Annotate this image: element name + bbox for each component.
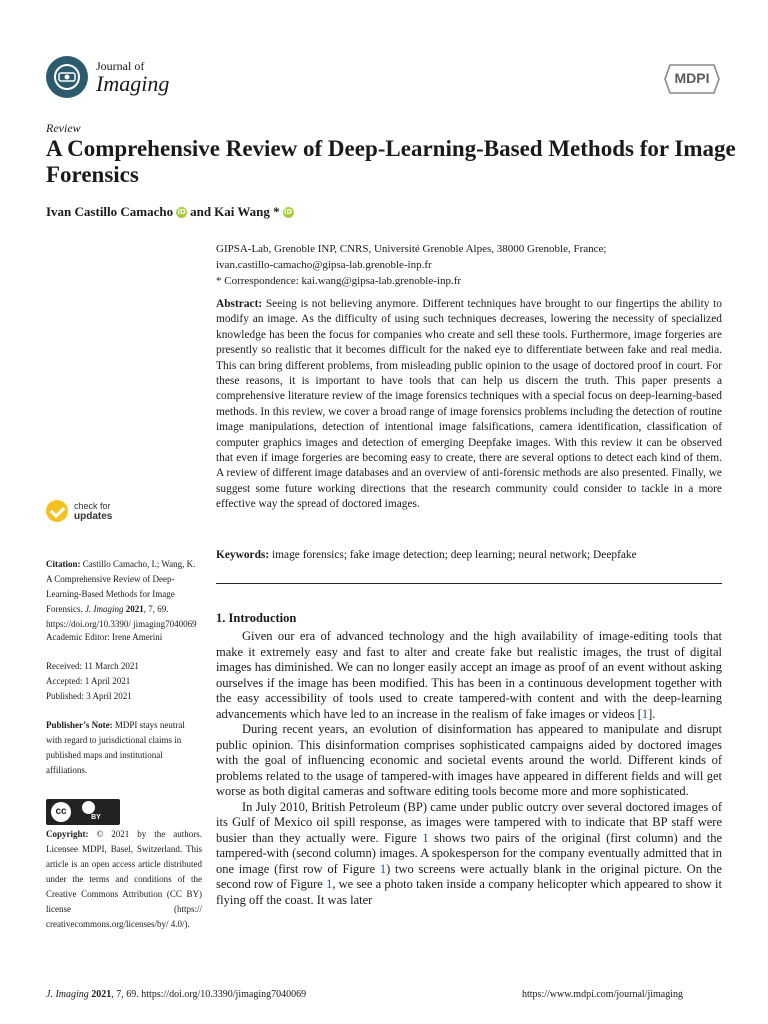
copyright-text: © 2021 by the authors. Licensee MDPI, Basel, Switzerland. This article is an open access article distributed under the terms and conditions of the Creative Commons Attribution (CC BY) license (https:// creativecommons.org/licenses/by/ 4.0/).	[46, 829, 202, 929]
correspondence-line: * Correspondence: kai.wang@gipsa-lab.grenoble-inp.fr	[216, 275, 462, 287]
author-conjunction: and	[190, 204, 212, 219]
keywords-text: image forensics; fake image detection; deep learning; neural network; Deepfake	[272, 549, 637, 561]
abstract	[216, 297, 722, 513]
citation-journal: J. Imaging	[85, 604, 124, 614]
check-for-updates-label	[74, 501, 112, 522]
footer-journal-url[interactable]: https://www.mdpi.com/journal/jimaging	[522, 989, 684, 1000]
paragraph-text: ].	[648, 706, 656, 721]
author-email[interactable]: ivan.castillo-camacho@gipsa-lab.grenoble-inp.fr	[216, 259, 432, 271]
citation-year: 2021	[125, 604, 144, 614]
journal-name-block	[96, 60, 169, 95]
footer-citation	[46, 989, 306, 1000]
figure-link[interactable]: 1	[422, 830, 429, 845]
dates-block	[46, 659, 202, 704]
mdpi-logo-text: MDPI	[674, 70, 710, 86]
copyright-label: Copyright:	[46, 829, 89, 839]
journal-logo-glyph	[46, 56, 88, 98]
section-heading: 1. Introduction	[216, 611, 297, 625]
cc-symbol-icon: cc	[51, 802, 71, 822]
paragraph-text: shows two pairs of the original (first column) and the tampered-with (second column) images. A spokesperson for the company eventually admitted that in one image (first row of Figure	[216, 830, 722, 876]
academic-editor: Academic Editor: Irene Amerini	[46, 632, 163, 642]
footer-journal: J. Imaging	[46, 989, 89, 1000]
keywords	[216, 549, 722, 561]
journal-logo-icon	[46, 56, 88, 98]
received-date: Received: 11 March 2021	[46, 661, 139, 671]
journal-of-label: Journal of	[96, 59, 145, 73]
figure-link[interactable]: 1	[326, 877, 333, 891]
publisher-note-text: MDPI stays neutral with regard to jurisdictional claims in published maps and institutional affiliations.	[46, 720, 185, 775]
accepted-date: Accepted: 1 April 2021	[46, 676, 131, 686]
copyright-block	[46, 827, 202, 932]
paragraph-text: In July 2010, British Petroleum (BP) came under public outcry over several doctored images of its Gulf of Mexico oil spill response, as images were tampered with to indicate that BP staff were busier than they actually were. Figure	[216, 799, 722, 845]
paragraph-text: , we see a photo taken inside a company helicopter which appeared to show it flying off the coast. It was later	[216, 877, 722, 907]
paragraph	[216, 629, 722, 722]
article-type: Review	[46, 121, 81, 135]
body-text	[216, 629, 722, 908]
abstract-label: Abstract:	[216, 298, 263, 310]
figure-link[interactable]: 1	[379, 861, 387, 876]
article-title: A Comprehensive Review of Deep-Learning-Based Methods for Image Forensics	[46, 136, 736, 187]
mdpi-logo-icon	[664, 64, 720, 94]
author-name[interactable]: Ivan Castillo Camacho	[46, 204, 174, 219]
checkmark-icon	[46, 500, 68, 522]
journal-title: Imaging	[96, 71, 170, 96]
orcid-icon[interactable]: iD	[284, 207, 293, 216]
reference-link[interactable]: 1	[641, 706, 649, 721]
cc-by-text: BY	[91, 814, 101, 821]
citation-block	[46, 557, 202, 632]
citation-label: Citation:	[46, 559, 81, 569]
publisher-note	[46, 718, 202, 778]
person-icon	[82, 801, 95, 814]
paragraph: During recent years, an evolution of disinformation has appeared to manipulate and disrupt public opinion. This disinformation comprises sophisticated campaigns aided by doctored images with the goal of influencing economic and societal events around the world. Different kinds of problems related to the usage of tampered-with images have appeared in different fields and will get worse as both digital cameras and software editing tools become more and more sophisticated.	[216, 722, 722, 798]
paragraph-text: Given our era of advanced technology and the high availability of image-editing tools that make it extremely easy and fast to alter and create fake but realistic images, the trust of digital images has diminished. We can no longer easily accept an image as proof of an event without asking ourselves if the image has been modified. This has been in a continuous development together with the easy accessibility of tools used to create tampered-with content and with the deep-learning advancements which have led to an increase in the realism of fake images or videos [	[216, 629, 722, 721]
published-date: Published: 3 April 2021	[46, 691, 132, 701]
paragraph	[216, 800, 722, 909]
check-for-updates-button[interactable]	[46, 500, 112, 522]
check-for-text: check for	[74, 500, 111, 511]
orcid-icon[interactable]: iD	[177, 207, 186, 216]
footer-doi[interactable]: , 7, 69. https://doi.org/10.3390/jimaging7040069	[111, 989, 307, 1000]
author-list	[46, 204, 294, 220]
citation-text: Castillo Camacho, I.; Wang, K. A Comprehensive Review of Deep-Learning-Based Methods for Image Forensics.	[46, 559, 196, 614]
paragraph-text: ) two screens were actually blank in the original picture. On the second row of Figure	[216, 861, 722, 891]
author-name[interactable]: Kai Wang *	[214, 204, 280, 219]
publisher-note-label: Publisher’s Note:	[46, 720, 113, 730]
cc-by-license-icon[interactable]	[46, 799, 120, 825]
section-divider	[216, 583, 722, 584]
keywords-label: Keywords:	[216, 549, 270, 561]
footer-year: 2021	[91, 989, 112, 1000]
affiliation-line: GIPSA-Lab, Grenoble INP, CNRS, Université Grenoble Alpes, 38000 Grenoble, France;	[216, 243, 607, 255]
affiliation-block	[216, 241, 726, 289]
citation-doi[interactable]: , 7, 69. https://doi.org/10.3390/ jimaging7040069	[46, 604, 197, 629]
abstract-text: Seeing is not believing anymore. Different techniques have brought to our fingertips the ability to modify an image. As the difficulty of using such techniques decreases, lowering the necessity of specialized knowledge has been the focus for companies who create and sell these tools. Furthermore, image forgeries are presently so realistic that it becomes difficult for the naked eye to differentiate between fake and real media. This can bring different problems, from misleading public opinion to the usage of doctored proof in court. For these reasons, it is important to have tools that can help us discern the truth. This paper presents a comprehensive literature review of the image forensics techniques with a special focus on deep-learning-based methods. In this review, we cover a broad range of image forensics problems including the detection of routine image manipulations, detection of intentional image falsifications, camera identification, classification of computer graphics images and detection of emerging Deepfake images. With this review it can be observed that even if image forgeries are becoming easy to create, there are several options to detect each kind of them. A review of different image databases and an overview of anti-forensic methods are also presented. Finally, we suggest some future working directions that the research community could consider to tackle in a more effective way the spread of doctored images.	[216, 298, 722, 511]
updates-text: updates	[74, 510, 113, 522]
